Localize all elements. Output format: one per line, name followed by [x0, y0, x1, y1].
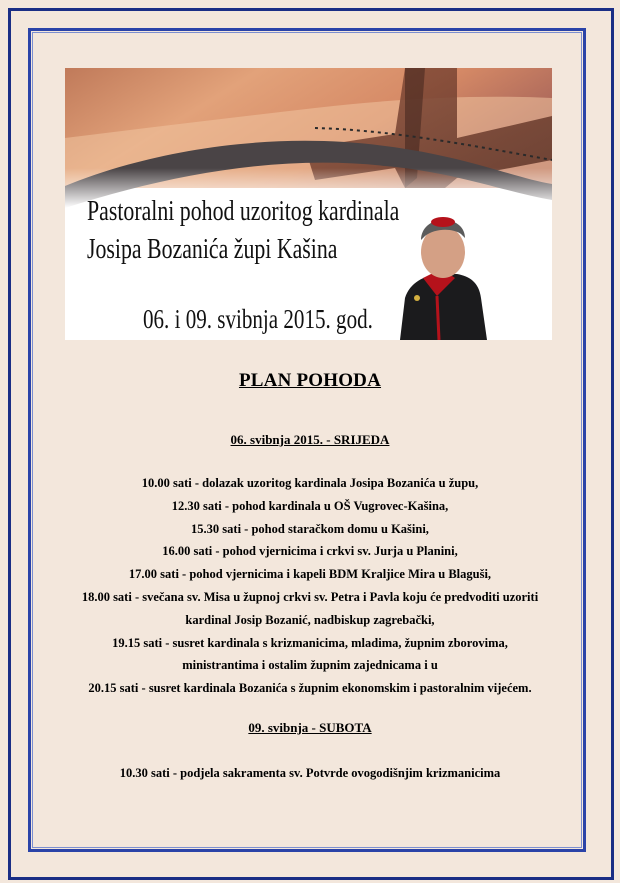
day2-schedule — [0, 762, 620, 785]
schedule-item: 17.00 sati - pohod vjernicima i kapeli BDM Kraljice Mira u Blaguši, — [128, 567, 492, 582]
schedule-item: 15.30 sati - pohod staračkom domu u Kašini, — [191, 521, 429, 536]
page-title: PLAN POHODA — [238, 370, 382, 391]
day1-schedule — [0, 472, 620, 700]
schedule-item: 10.30 sati - podjela sakramenta sv. Potvrde ovogodišnjim krizmanicima — [119, 766, 501, 780]
document-body — [0, 370, 620, 780]
schedule-item: ministrantima i ostalim župnim zajednicama i u — [182, 658, 438, 673]
banner-title-line1: Pastoralni pohod uzoritog kardinala — [87, 196, 400, 227]
schedule-item: 19.15 sati - susret kardinala s krizmanicima, mladima, župnim zborovima, — [112, 635, 508, 650]
schedule-item: 16.00 sati - pohod vjernicima i crkvi sv. Jurja u Planini, — [162, 544, 458, 559]
schedule-item: 20.15 sati - susret kardinala Bozanića s župnim ekonomskim i pastoralnim vijećem. — [88, 681, 532, 696]
day2-heading: 09. svibnja - SUBOTA — [248, 720, 372, 735]
banner-dates: 06. i 09. svibnja 2015. god. — [143, 304, 373, 334]
schedule-item: 18.00 sati - svečana sv. Misa u župnoj crkvi sv. Petra i Pavla koju će predvoditi uzoriti — [81, 589, 539, 604]
banner-title-line2: Josipa Bozanića župi Kašina — [87, 234, 338, 265]
day1-heading: 06. svibnja 2015. - SRIJEDA — [230, 432, 390, 447]
schedule-item: kardinal Josip Bozanić, nadbiskup zagrebački, — [185, 612, 435, 627]
schedule-item: 12.30 sati - pohod kardinala u OŠ Vugrovec-Kašina, — [171, 498, 449, 513]
header-banner — [65, 68, 552, 340]
schedule-item: 10.00 sati - dolazak uzoritog kardinala Josipa Bozanića u župu, — [141, 476, 479, 490]
